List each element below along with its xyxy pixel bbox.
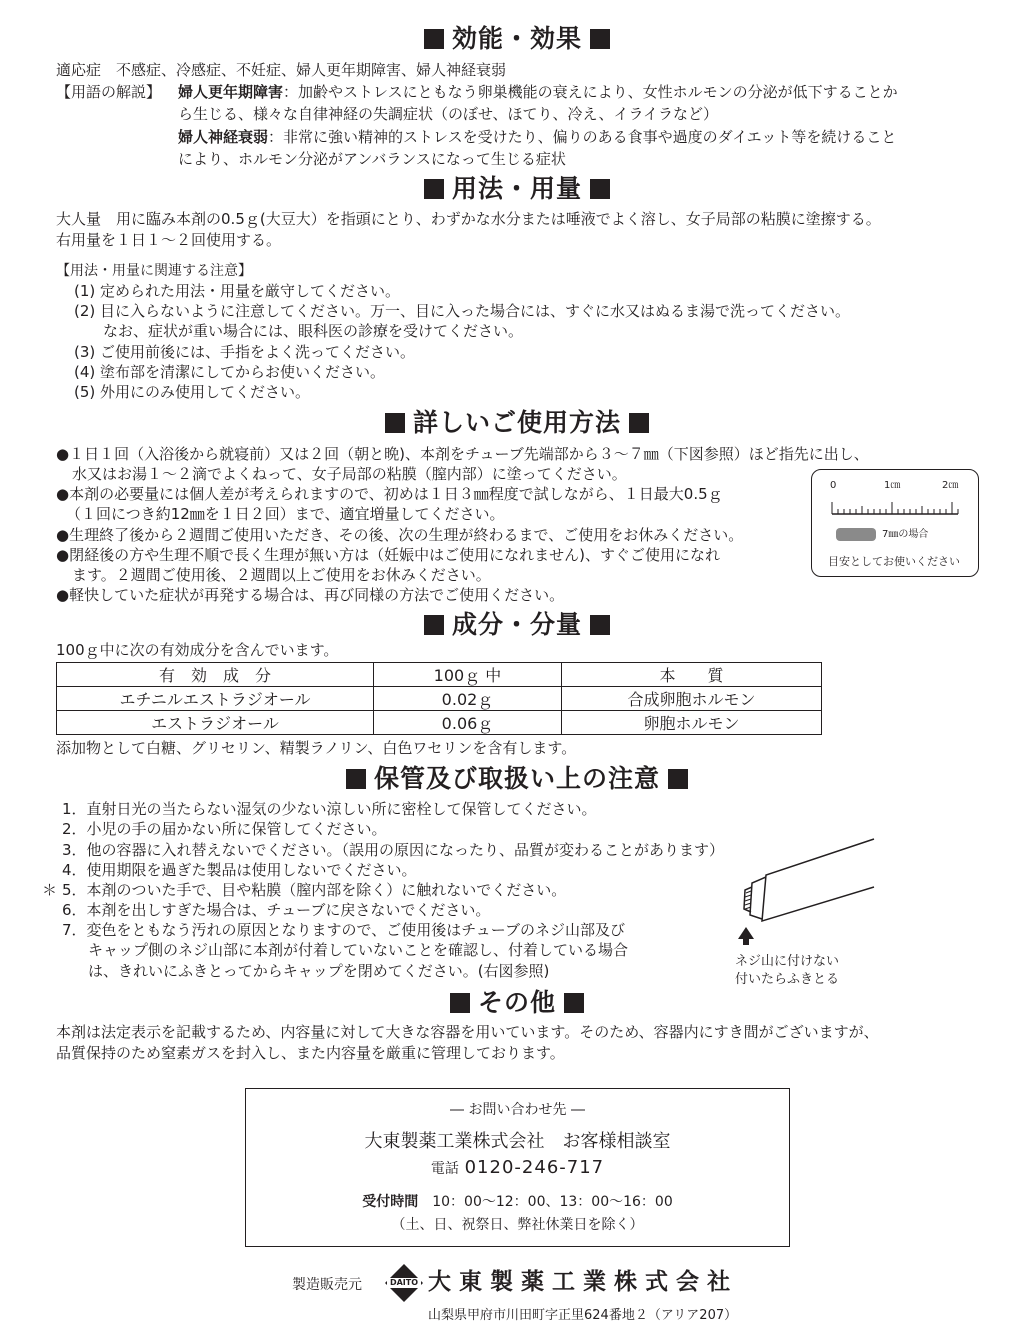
section-heading-usage: 用法・用量: [0, 174, 1034, 204]
howto-line2: 水又はお湯１～２滴でよくねって、女子局部の粘膜（膣内部）に塗ってください。: [72, 465, 627, 483]
square-icon: [424, 29, 444, 49]
term2-line1: 婦人神経衰弱：非常に強い精神的ストレスを受けたり、偏りのある食事や過度のダイエット等を続けること: [178, 128, 897, 146]
usage-note-2b: なお、症状が重い場合には、眼科医の診療を受けてください。: [103, 322, 524, 340]
table-cell: 卵胞ホルモン: [562, 711, 822, 735]
square-icon: [629, 413, 649, 433]
phone-label: 電話: [430, 1161, 459, 1177]
storage-item-3: 3．他の容器に入れ替えないでください。（誤用の原因になったり、品質が変わることがあります）: [62, 841, 725, 859]
table-row: [57, 687, 822, 711]
usage-note-1: (1) 定められた用法・用量を厳守してください。: [74, 282, 401, 300]
table-cell: 合成卵胞ホルモン: [562, 687, 822, 711]
storage-item-7c: は、きれいにふきとってからキャップを閉めてください。(右図参照): [88, 962, 550, 980]
scale-caption: 目安としてお使いください: [828, 555, 960, 568]
table-cell: エストラジオール: [57, 711, 374, 735]
square-icon: [424, 615, 444, 635]
square-icon: [450, 993, 470, 1013]
phone-number[interactable]: 0120-246-717: [464, 1157, 605, 1178]
tube-caption-2: 付いたらふきとる: [735, 972, 840, 987]
daito-logo: [384, 1263, 424, 1303]
term1-line2: ら生じる、様々な自律神経の失調症状（のぼせ、ほてり、冷え、イライラなど）: [178, 105, 719, 123]
howto-line3: ●本剤の必要量には個人差が考えられますので、初めは１日３㎜程度で試しながら、１日最大0.5ｇ: [56, 485, 723, 503]
square-icon: [590, 615, 610, 635]
hours-label: 受付時間: [362, 1194, 419, 1210]
indication-line: 適応症 不感症、冷感症、不妊症、婦人更年期障害、婦人神経衰弱: [56, 61, 507, 79]
table-header-row: [57, 663, 822, 687]
scale-label-2cm: 2㎝: [942, 480, 959, 491]
usage-note-2: (2) 目に入らないように注意してください。万一、目に入った場合には、すぐに水又はぬるま湯で洗ってください。: [74, 302, 851, 320]
usage-notes-title: 【用法・用量に関連する注意】: [56, 263, 252, 279]
table-header: 本 質: [562, 663, 822, 687]
storage-item-6: 6．本剤を出しすぎた場合は、チューブに戻さないでください。: [62, 901, 491, 919]
contact-company: 大東製薬工業株式会社 お客様相談室: [364, 1131, 671, 1152]
usage-note-3: (3) ご使用前後には、手指をよく洗ってください。: [74, 343, 416, 361]
other-line2: 品質保持のため窒素ガスを封入し、また内容量を厳重に管理しております。: [56, 1044, 565, 1062]
square-icon: [590, 179, 610, 199]
scale-label-0: 0: [830, 480, 837, 491]
howto-line6: ●閉経後の方や生理不順で長く生理が無い方は（妊娠中はご使用になれません)、すぐご使用になれ: [56, 546, 720, 564]
usage-note-5: (5) 外用にのみ使用してください。: [74, 383, 311, 401]
ingredients-table: [56, 662, 822, 735]
storage-item-1: 1．直射日光の当たらない湿気の少ない涼しい所に密栓して保管してください。: [62, 800, 597, 818]
scale-sample-label: 7㎜の場合: [882, 529, 929, 540]
section-heading-howto: 詳しいご使用方法: [0, 408, 1034, 438]
contact-hours-line: [246, 1191, 789, 1211]
storage-item-7a: 7．変色をともなう汚れの原因となりますので、ご使用後はチューブのネジ山部及び: [62, 921, 626, 939]
square-icon: [590, 29, 610, 49]
additives-line: 添加物として白糖、グリセリン、精製ラノリン、白色ワセリンを含有します。: [56, 739, 577, 757]
section-heading-other: その他: [0, 988, 1034, 1018]
logo-text: DAITO: [389, 1278, 419, 1287]
seller-label: 製造販売元: [292, 1277, 362, 1293]
scale-label-1cm: 1㎝: [884, 480, 901, 491]
usage-line1: 大人量 用に臨み本剤の0.5ｇ(大豆大）を指頭にとり、わずかな水分または唾液でよく溶し、女子局部の粘膜に塗擦する。: [56, 210, 881, 228]
square-icon: [668, 769, 688, 789]
table-cell: エチニルエストラジオール: [57, 687, 374, 711]
howto-line5: ●生理終了後から２週間ご使用いただき、その後、次の生理が終わるまで、ご使用をお休みください。: [56, 526, 744, 544]
other-line1: 本剤は法定表示を記載するため、内容量に対して大きな容器を用いています。そのため、容器内にすき間がございますが、: [56, 1023, 879, 1041]
square-icon: [346, 769, 366, 789]
square-icon: [424, 179, 444, 199]
footer-address: 山梨県甲府市川田町字正里624番地２（アリア207）: [428, 1308, 738, 1323]
usage-note-4: (4) 塗布部を清潔にしてからお使いください。: [74, 363, 386, 381]
storage-item-7b: キャップ側のネジ山部に本剤が付着していないことを確認し、付着している場合: [88, 941, 629, 959]
square-icon: [564, 993, 584, 1013]
storage-item-5: 5．本剤のついた手で、目や粘膜（膣内部を除く）に触れないでください。: [62, 881, 567, 899]
contact-phone-line: [246, 1157, 789, 1178]
term1-line1: 婦人更年期障害：加齢やストレスにともなう卵巣機能の衰えにより、女性ホルモンの分泌が低下することか: [178, 83, 898, 101]
tube-caption-1: ネジ山に付けない: [735, 954, 840, 969]
section-heading-effects: 効能・効果: [0, 24, 1034, 54]
howto-line1: ●１日１回（入浴後から就寝前）又は２回（朝と晩)、本剤をチューブ先端部から３～７㎜（下図参照）ほど指先に出し、: [56, 445, 869, 463]
contact-closed: （土、日、祝祭日、弊社休業日を除く）: [391, 1217, 644, 1233]
section-heading-storage: 保管及び取扱い上の注意: [0, 764, 1034, 794]
storage-item-4: 4．使用期限を過ぎた製品は使用しないでください。: [62, 861, 417, 879]
table-cell: 0.02ｇ: [374, 687, 562, 711]
howto-line8: ●軽快していた症状が再発する場合は、再び同様の方法でご使用ください。: [56, 586, 565, 604]
contact-title: ― お問い合わせ先 ―: [450, 1102, 585, 1118]
storage-item-5-mark: ＊: [42, 881, 58, 899]
table-row: [57, 711, 822, 735]
ruler-icon: [812, 492, 978, 522]
howto-line7: ます。２週間ご使用後、２週間以上ご使用をお休みください。: [72, 566, 491, 584]
howto-line4: （１回につき約12㎜を１日２回）まで、適宜増量してください。: [66, 505, 505, 523]
table-cell: 0.06ｇ: [374, 711, 562, 735]
ointment-sample-bar: [836, 528, 876, 541]
section-heading-ingredients: 成分・分量: [0, 610, 1034, 640]
hours-value: 10：00～12：00、13：00～16：00: [432, 1194, 673, 1210]
glossary-label: 【用語の解説】: [56, 83, 162, 101]
square-icon: [385, 413, 405, 433]
usage-line2: 右用量を１日１～２回使用する。: [56, 231, 282, 249]
term2-line2: により、ホルモン分泌がアンバランスになって生じる症状: [178, 150, 566, 168]
scale-figure: [811, 469, 979, 577]
tube-icon: [728, 835, 878, 945]
table-header: 100ｇ 中: [374, 663, 562, 687]
contact-box: [245, 1088, 790, 1247]
table-header: 有 効 成 分: [57, 663, 374, 687]
footer-company: 大 東 製 薬 工 業 株 式 会 社: [428, 1269, 731, 1295]
ingredients-intro: 100ｇ中に次の有効成分を含んでいます。: [56, 641, 339, 659]
storage-item-2: 2．小児の手の届かない所に保管してください。: [62, 820, 387, 838]
